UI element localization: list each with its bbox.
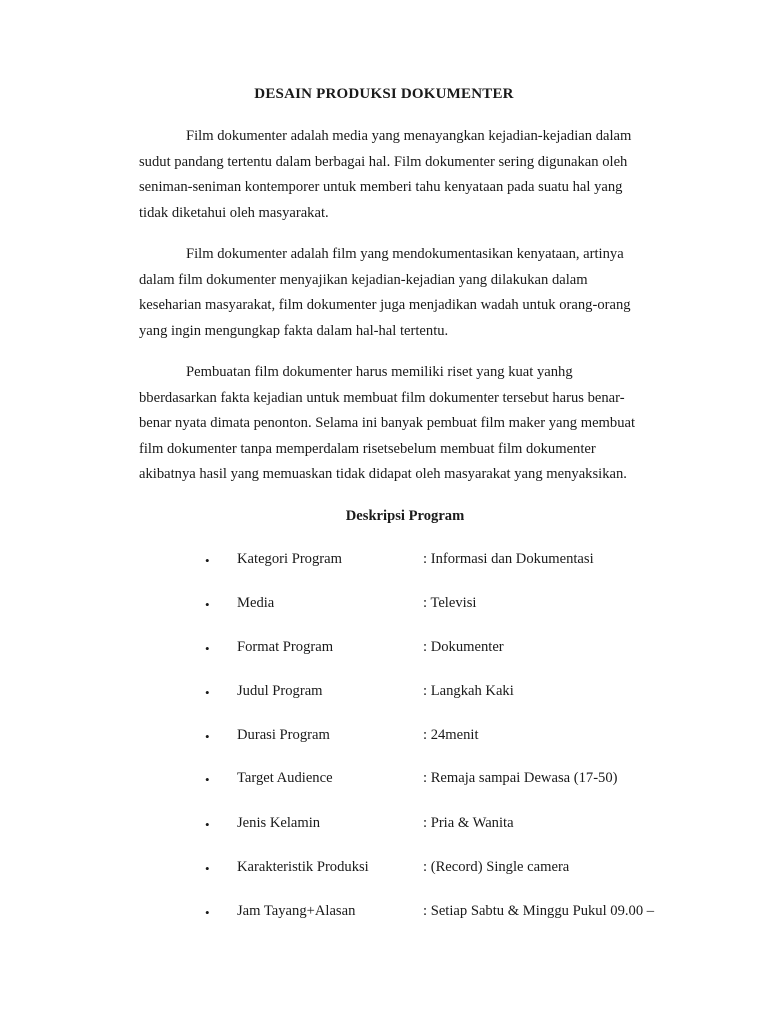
item-label: Jenis Kelamin bbox=[237, 815, 321, 831]
paragraph-line: bberdasarkan fakta kejadian untuk membuat film dokumenter tersebut harus benar- bbox=[139, 389, 625, 406]
document-title: DESAIN PRODUKSI DOKUMENTER bbox=[254, 86, 514, 102]
bullet-icon: • bbox=[205, 685, 210, 700]
item-value: : Remaja sampai Dewasa (17-50) bbox=[423, 770, 618, 786]
item-label: Judul Program bbox=[237, 683, 323, 699]
item-value: : Dokumenter bbox=[423, 639, 504, 655]
section-title: Deskripsi Program bbox=[345, 508, 465, 524]
paragraph-2 bbox=[139, 242, 669, 344]
paragraph-line: benar nyata dimata penonton. Selama ini banyak pembuat film maker yang membuat bbox=[139, 415, 636, 431]
paragraph-line: tidak diketahui oleh masyarakat. bbox=[139, 204, 329, 221]
item-label: Media bbox=[237, 595, 275, 611]
item-label: Kategori Program bbox=[237, 551, 342, 567]
paragraph-line: film dokumenter tanpa memperdalam risetsebelum membuat film dokumenter bbox=[139, 440, 596, 457]
item-value: : (Record) Single camera bbox=[423, 859, 570, 875]
bullet-icon: • bbox=[205, 553, 210, 568]
bullet-icon: • bbox=[205, 772, 210, 787]
paragraph-line: Film dokumenter adalah film yang mendokumentasikan kenyataan, artinya bbox=[186, 246, 624, 262]
paragraph-line: yang ingin mengungkap fakta dalam hal-hal tertentu. bbox=[139, 322, 449, 339]
item-label: Durasi Program bbox=[237, 727, 330, 743]
item-label: Jam Tayang+Alasan bbox=[237, 903, 356, 919]
paragraph-line: keseharian masyarakat, film dokumenter juga menjadikan wadah untuk orang-orang bbox=[139, 297, 631, 313]
item-value: : 24menit bbox=[423, 727, 479, 743]
item-label: Karakteristik Produksi bbox=[237, 859, 369, 875]
paragraph-line: akibatnya hasil yang memuaskan tidak didapat oleh masyarakat yang menyaksikan. bbox=[139, 466, 627, 482]
paragraph-line: dalam film dokumenter menyajikan kejadian-kejadian yang dilakukan dalam bbox=[139, 271, 588, 288]
item-label: Format Program bbox=[237, 639, 334, 655]
item-value: : Informasi dan Dokumentasi bbox=[423, 551, 594, 567]
item-value: : Pria & Wanita bbox=[423, 815, 514, 831]
paragraph-line: seniman-seniman kontemporer untuk memberi tahu kenyataan pada suatu hal yang bbox=[139, 179, 623, 195]
bullet-icon: • bbox=[205, 861, 210, 876]
bullet-icon: • bbox=[205, 817, 210, 832]
paragraph-line: Pembuatan film dokumenter harus memiliki riset yang kuat yanhg bbox=[186, 364, 573, 380]
bullet-icon: • bbox=[205, 641, 210, 656]
paragraph-line: sudut pandang tertentu dalam berbagai hal. Film dokumenter sering digunakan oleh bbox=[139, 153, 628, 170]
item-label: Target Audience bbox=[237, 770, 333, 786]
item-value: : Langkah Kaki bbox=[423, 683, 514, 699]
bullet-icon: • bbox=[205, 905, 210, 920]
item-value: : Televisi bbox=[423, 595, 477, 611]
paragraph-line: Film dokumenter adalah media yang menayangkan kejadian-kejadian dalam bbox=[186, 128, 632, 144]
paragraph-3 bbox=[139, 360, 669, 488]
bullet-icon: • bbox=[205, 597, 210, 612]
bullet-icon: • bbox=[205, 729, 210, 744]
paragraph-1 bbox=[139, 124, 669, 226]
item-value: : Setiap Sabtu & Minggu Pukul 09.00 – bbox=[423, 903, 655, 919]
